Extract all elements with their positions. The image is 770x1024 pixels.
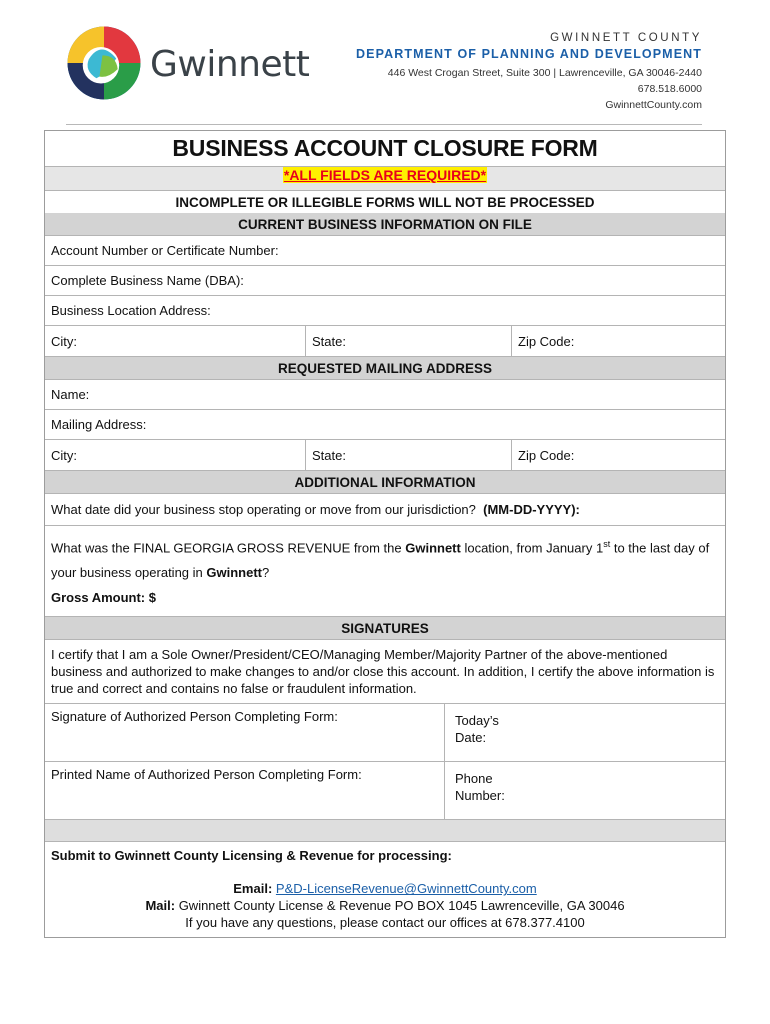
submission-info	[45, 842, 725, 937]
department-name: DEPARTMENT OF PLANNING AND DEVELOPMENT	[356, 47, 702, 61]
page-header	[0, 0, 770, 125]
required-notice-text: *ALL FIELDS ARE REQUIRED*	[283, 167, 487, 183]
department-info	[356, 32, 702, 112]
required-notice	[45, 167, 725, 191]
current-state-field[interactable]: State:	[306, 326, 512, 356]
section-mailing-address: REQUESTED MAILING ADDRESS	[45, 357, 725, 380]
mailing-address-field[interactable]: Mailing Address:	[45, 410, 725, 440]
stop-date-question: What date did your business stop operating or move from our jurisdiction?	[51, 502, 476, 517]
department-website: GwinnettCounty.com	[605, 99, 702, 111]
email-link[interactable]: P&D-LicenseRevenue@GwinnettCounty.com	[275, 881, 537, 897]
stop-date-format: (MM-DD-YYYY):	[483, 502, 580, 517]
closure-form	[44, 130, 726, 938]
current-city-field[interactable]: City:	[45, 326, 306, 356]
incomplete-notice: INCOMPLETE OR ILLEGIBLE FORMS WILL NOT BE PROCESSED	[175, 194, 595, 210]
header-divider	[66, 124, 702, 125]
logo-wordmark: Gwinnett	[150, 44, 310, 85]
certification-text: I certify that I am a Sole Owner/President/CEO/Managing Member/Majority Partner of the above-mentioned business and authorized to make changes to and/or close this account. In addition, I certify the above information is true and correct and contains no false or fraudulent information.	[45, 640, 725, 704]
mailing-city-state-zip	[45, 440, 725, 471]
current-zip-field[interactable]: Zip Code:	[518, 333, 575, 349]
questions-text: If you have any questions, please contact our offices at 678.377.4100	[185, 915, 585, 931]
account-number-field[interactable]: Account Number or Certificate Number:	[45, 236, 725, 266]
gross-revenue-field[interactable]	[45, 526, 725, 617]
printed-name-field[interactable]: Printed Name of Authorized Person Completing Form:	[45, 762, 445, 819]
current-city-state-zip	[45, 326, 725, 357]
todays-date-field[interactable]: Today’s Date:	[455, 713, 499, 746]
mailing-city-field[interactable]: City:	[45, 440, 306, 470]
submit-title: Submit to Gwinnett County Licensing & Revenue for processing:	[51, 848, 452, 864]
county-name: GWINNETT COUNTY	[550, 32, 702, 44]
business-name-field[interactable]: Complete Business Name (DBA):	[45, 266, 725, 296]
section-additional-info: ADDITIONAL INFORMATION	[45, 471, 725, 494]
contact-block: Email: P&D-LicenseRevenue@GwinnettCounty.com Mail: Gwinnett County License & Revenue PO BOX 1045 Lawrenceville, GA 30046 If you have any questions, please contact our offices at 678.377.4100	[51, 880, 719, 931]
signature-row	[45, 704, 725, 762]
department-phone: 678.518.6000	[637, 83, 702, 95]
mailing-name-field[interactable]: Name:	[45, 380, 725, 410]
printed-name-row	[45, 762, 725, 820]
revenue-question: What was the FINAL GEORGIA GROSS REVENUE from the Gwinnett location, from January 1st to the last day of your business operating in Gwinnett?	[51, 539, 710, 581]
department-address: 446 West Crogan Street, Suite 300 | Lawrenceville, GA 30046-2440	[387, 67, 702, 79]
phone-number-field[interactable]: Phone Number:	[455, 771, 505, 804]
gross-amount-label: Gross Amount: $	[51, 590, 156, 606]
mail-address: Gwinnett County License & Revenue PO BOX 1045 Lawrenceville, GA 30046	[178, 898, 625, 914]
mailing-zip-field[interactable]: Zip Code:	[518, 447, 575, 463]
section-signatures: SIGNATURES	[45, 617, 725, 640]
section-current-business: CURRENT BUSINESS INFORMATION ON FILE	[45, 213, 725, 236]
stop-date-field[interactable]	[45, 494, 725, 526]
mailing-state-field[interactable]: State:	[306, 440, 512, 470]
location-address-field[interactable]: Business Location Address:	[45, 296, 725, 326]
spacer-bar	[45, 820, 725, 842]
signature-field[interactable]: Signature of Authorized Person Completing Form:	[45, 704, 445, 761]
form-title: BUSINESS ACCOUNT CLOSURE FORM	[45, 131, 725, 167]
gwinnett-logo-icon	[66, 25, 142, 101]
